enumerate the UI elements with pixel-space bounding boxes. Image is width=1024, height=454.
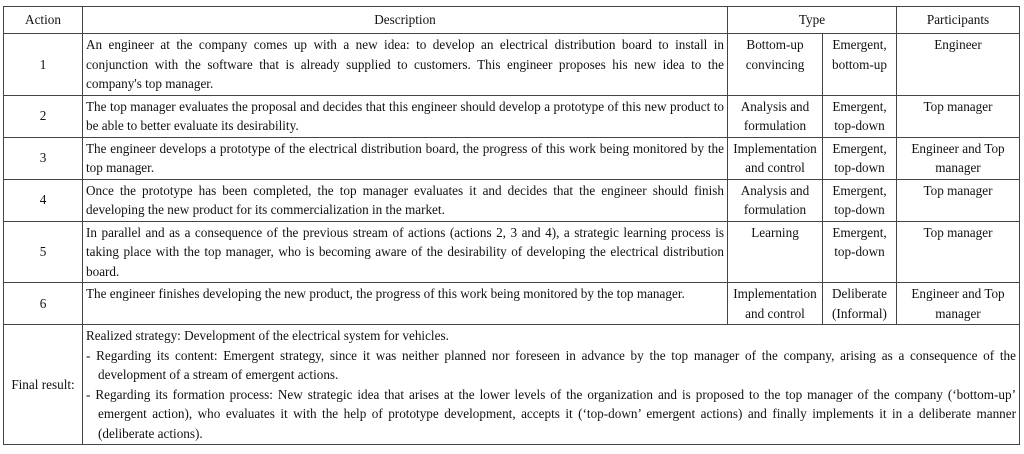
final-result-label: Final result: <box>4 325 83 445</box>
strategy-actions-table-wrapper <box>3 6 1019 445</box>
action-participants: Top manager <box>897 221 1020 283</box>
action-number: 3 <box>4 137 83 179</box>
action-number: 1 <box>4 34 83 96</box>
action-nature: Emergent, bottom-up <box>823 34 897 96</box>
table-row <box>4 179 1020 221</box>
action-description: Once the prototype has been completed, the top manager evaluates it and decides that the engineer should finish developing the new product for its commercialization in the market. <box>83 179 728 221</box>
action-number: 2 <box>4 95 83 137</box>
action-number: 5 <box>4 221 83 283</box>
action-type: Bottom-up convincing <box>728 34 823 96</box>
header-row <box>4 7 1020 34</box>
formation-process-point: - Regarding its formation process: New strategic idea that arises at the lower levels of the organization and is proposed to the top manager of the company (‘bottom-up’ emergent action), who evaluates it with the help of prototype development, accepts it (‘top-down’ emergent actions) and finally implements it in a deliberate manner (deliberate actions). <box>86 385 1016 444</box>
action-participants: Engineer and Top manager <box>897 283 1020 325</box>
content-point: - Regarding its content: Emergent strategy, since it was neither planned nor foreseen in advance by the top manager of the company, arising as a consequence of the development of a stream of emergent actions. <box>86 346 1016 385</box>
action-type: Analysis and formulation <box>728 95 823 137</box>
action-nature: Emergent, top-down <box>823 179 897 221</box>
final-result-content <box>83 325 1020 445</box>
action-description: In parallel and as a consequence of the previous stream of actions (actions 2, 3 and 4), a strategic learning process is taking place with the top manager, who is becoming aware of the desirability of developing the electrical distribution board. <box>83 221 728 283</box>
action-description: The top manager evaluates the proposal and decides that this engineer should develop a prototype of this new product to be able to better evaluate its desirability. <box>83 95 728 137</box>
table-row <box>4 34 1020 96</box>
header-participants: Participants <box>897 7 1020 34</box>
table-row <box>4 137 1020 179</box>
action-type: Implementation and control <box>728 137 823 179</box>
action-nature: Deliberate (Informal) <box>823 283 897 325</box>
table-row <box>4 221 1020 283</box>
final-result-row <box>4 325 1020 445</box>
action-participants: Top manager <box>897 179 1020 221</box>
action-nature: Emergent, top-down <box>823 137 897 179</box>
action-number: 6 <box>4 283 83 325</box>
action-description: The engineer finishes developing the new product, the progress of this work being monitored by the top manager. <box>83 283 728 325</box>
table-row <box>4 95 1020 137</box>
header-type: Type <box>728 7 897 34</box>
header-action: Action <box>4 7 83 34</box>
header-description: Description <box>83 7 728 34</box>
table-row <box>4 283 1020 325</box>
action-participants: Engineer and Top manager <box>897 137 1020 179</box>
action-number: 4 <box>4 179 83 221</box>
action-participants: Engineer <box>897 34 1020 96</box>
action-description: An engineer at the company comes up with a new idea: to develop an electrical distribution board to install in conjunction with the software that is already supplied to customers. This engineer proposes his new idea to the company's top manager. <box>83 34 728 96</box>
action-type: Implementation and control <box>728 283 823 325</box>
action-type: Learning <box>728 221 823 283</box>
action-nature: Emergent, top-down <box>823 95 897 137</box>
realized-strategy-text: Realized strategy: Development of the electrical system for vehicles. <box>86 328 449 343</box>
action-type: Analysis and formulation <box>728 179 823 221</box>
action-participants: Top manager <box>897 95 1020 137</box>
strategy-actions-table <box>3 6 1020 445</box>
action-nature: Emergent, top-down <box>823 221 897 283</box>
final-result-points <box>86 346 1016 444</box>
action-description: The engineer develops a prototype of the electrical distribution board, the progress of this work being monitored by the top manager. <box>83 137 728 179</box>
